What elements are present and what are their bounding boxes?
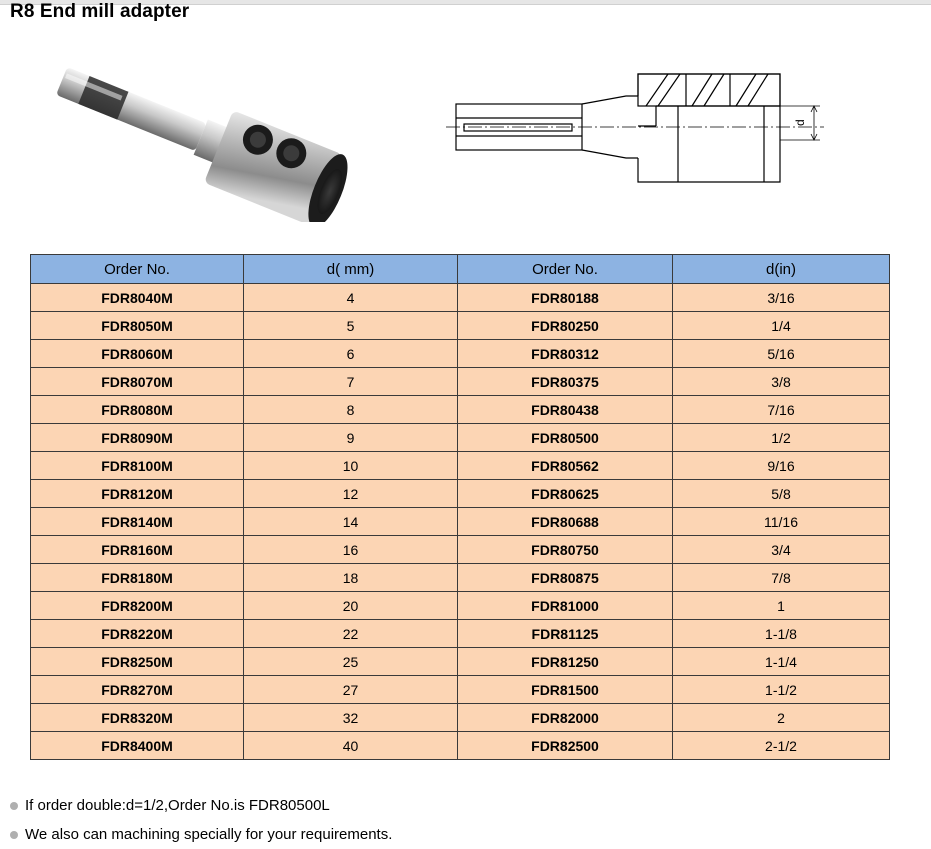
order-no-in-cell: FDR80625	[458, 480, 673, 508]
note-text: We also can machining specially for your requirements.	[25, 826, 393, 843]
table-row	[31, 312, 890, 340]
d-mm-cell: 16	[244, 536, 458, 564]
order-no-in-cell: FDR80188	[458, 284, 673, 312]
order-no-in-cell: FDR81000	[458, 592, 673, 620]
d-in-cell: 1-1/2	[673, 676, 890, 704]
note-text: If order double:d=1/2,Order No.is FDR80500L	[25, 797, 330, 814]
table-row	[31, 340, 890, 368]
d-mm-cell: 32	[244, 704, 458, 732]
d-mm-cell: 10	[244, 452, 458, 480]
d-mm-cell: 4	[244, 284, 458, 312]
order-no-in-cell: FDR80875	[458, 564, 673, 592]
d-mm-cell: 40	[244, 732, 458, 760]
column-header-order-no-mm: Order No.	[31, 255, 244, 284]
d-in-cell: 5/16	[673, 340, 890, 368]
d-in-cell: 3/8	[673, 368, 890, 396]
table-row	[31, 592, 890, 620]
d-in-cell: 1/4	[673, 312, 890, 340]
d-mm-cell: 18	[244, 564, 458, 592]
d-in-cell: 1	[673, 592, 890, 620]
table-row	[31, 704, 890, 732]
order-no-in-cell: FDR81125	[458, 620, 673, 648]
d-in-cell: 9/16	[673, 452, 890, 480]
d-in-cell: 3/4	[673, 536, 890, 564]
order-no-mm-cell: FDR8090M	[31, 424, 244, 452]
d-in-cell: 2	[673, 704, 890, 732]
d-mm-cell: 12	[244, 480, 458, 508]
table-header-row	[31, 255, 890, 284]
product-photo	[44, 52, 364, 222]
order-no-in-cell: FDR82500	[458, 732, 673, 760]
d-mm-cell: 22	[244, 620, 458, 648]
order-no-in-cell: FDR80312	[458, 340, 673, 368]
dimension-label-d: d	[793, 119, 807, 126]
table-row	[31, 648, 890, 676]
order-no-mm-cell: FDR8050M	[31, 312, 244, 340]
table-row	[31, 732, 890, 760]
d-in-cell: 2-1/2	[673, 732, 890, 760]
table-row	[31, 564, 890, 592]
d-in-cell: 7/16	[673, 396, 890, 424]
order-no-in-cell: FDR80375	[458, 368, 673, 396]
order-no-mm-cell: FDR8040M	[31, 284, 244, 312]
order-no-mm-cell: FDR8070M	[31, 368, 244, 396]
order-no-in-cell: FDR81500	[458, 676, 673, 704]
order-no-mm-cell: FDR8160M	[31, 536, 244, 564]
d-mm-cell: 20	[244, 592, 458, 620]
order-no-mm-cell: FDR8180M	[31, 564, 244, 592]
d-in-cell: 11/16	[673, 508, 890, 536]
order-no-mm-cell: FDR8200M	[31, 592, 244, 620]
d-mm-cell: 27	[244, 676, 458, 704]
order-no-in-cell: FDR81250	[458, 648, 673, 676]
order-no-in-cell: FDR80750	[458, 536, 673, 564]
table-row	[31, 620, 890, 648]
d-mm-cell: 5	[244, 312, 458, 340]
d-mm-cell: 7	[244, 368, 458, 396]
d-mm-cell: 8	[244, 396, 458, 424]
d-mm-cell: 6	[244, 340, 458, 368]
table-row	[31, 424, 890, 452]
technical-drawing	[446, 66, 826, 186]
bullet-icon	[10, 831, 18, 839]
order-no-in-cell: FDR80500	[458, 424, 673, 452]
order-no-in-cell: FDR80438	[458, 396, 673, 424]
table-row	[31, 508, 890, 536]
order-no-mm-cell: FDR8320M	[31, 704, 244, 732]
order-no-mm-cell: FDR8220M	[31, 620, 244, 648]
column-header-order-no-in: Order No.	[458, 255, 673, 284]
order-no-in-cell: FDR80250	[458, 312, 673, 340]
table-row	[31, 452, 890, 480]
d-in-cell: 1-1/8	[673, 620, 890, 648]
d-mm-cell: 25	[244, 648, 458, 676]
d-in-cell: 3/16	[673, 284, 890, 312]
table-row	[31, 480, 890, 508]
table-row	[31, 396, 890, 424]
order-no-in-cell: FDR80562	[458, 452, 673, 480]
table-row	[31, 676, 890, 704]
order-no-mm-cell: FDR8250M	[31, 648, 244, 676]
column-header-d-in: d(in)	[673, 255, 890, 284]
table-row	[31, 536, 890, 564]
order-no-in-cell: FDR82000	[458, 704, 673, 732]
d-in-cell: 7/8	[673, 564, 890, 592]
order-no-in-cell: FDR80688	[458, 508, 673, 536]
order-no-mm-cell: FDR8270M	[31, 676, 244, 704]
d-mm-cell: 9	[244, 424, 458, 452]
order-no-mm-cell: FDR8140M	[31, 508, 244, 536]
column-header-d-mm: d( mm)	[244, 255, 458, 284]
notes-list	[10, 791, 392, 849]
d-in-cell: 5/8	[673, 480, 890, 508]
d-in-cell: 1-1/4	[673, 648, 890, 676]
order-no-mm-cell: FDR8100M	[31, 452, 244, 480]
order-no-mm-cell: FDR8060M	[31, 340, 244, 368]
note-item	[10, 820, 392, 849]
d-in-cell: 1/2	[673, 424, 890, 452]
page-title: R8 End mill adapter	[10, 1, 190, 22]
spec-table	[30, 254, 890, 760]
table-row	[31, 368, 890, 396]
note-item	[10, 791, 392, 820]
bullet-icon	[10, 802, 18, 810]
order-no-mm-cell: FDR8080M	[31, 396, 244, 424]
order-no-mm-cell: FDR8400M	[31, 732, 244, 760]
table-row	[31, 284, 890, 312]
order-no-mm-cell: FDR8120M	[31, 480, 244, 508]
d-mm-cell: 14	[244, 508, 458, 536]
